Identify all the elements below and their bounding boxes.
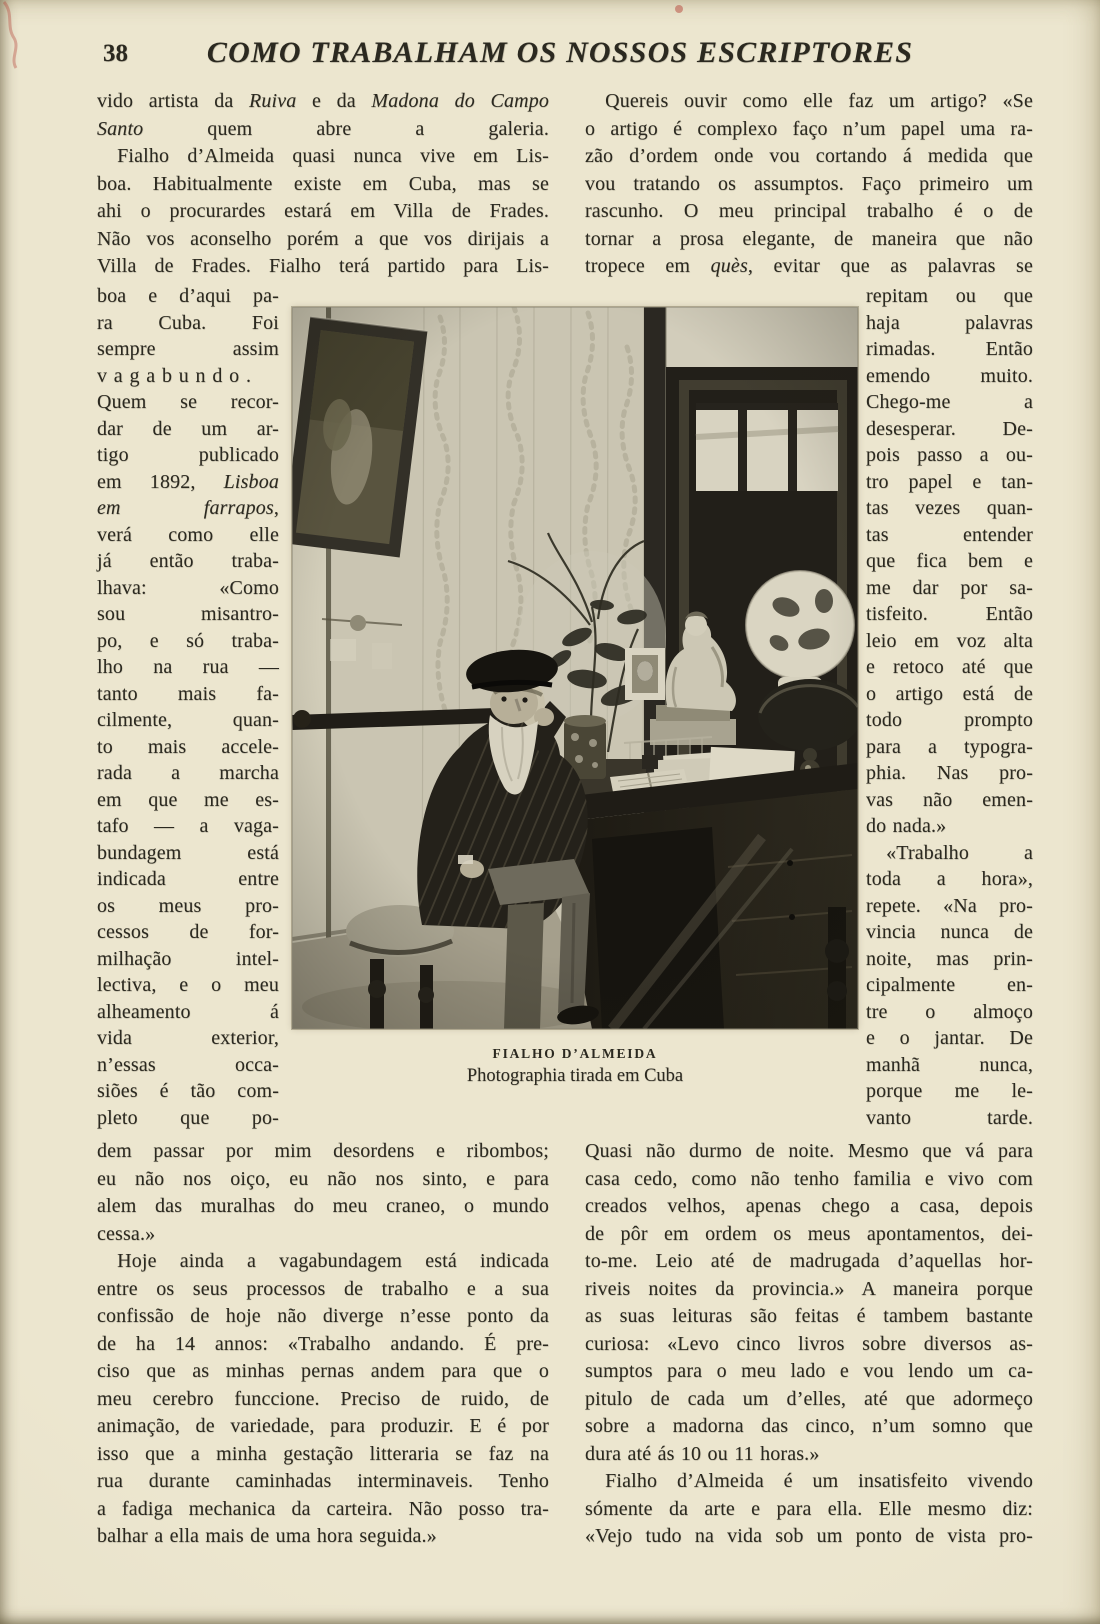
photo-caption-name: FIALHO D’ALMEIDA	[492, 1046, 658, 1061]
left-column-lower-text: dem passar por mim desordens e ribombos; eu não nos oiço, eu não nos sinto, e para alem das muralhas do meu craneo, o mundo cessa.» Hoje ainda a vagabundagem está indicada entre os seus processos de trabalho e a sua confissão de hoje não diverge n’esse ponto da de ha 14 annos: «Trabalho andando. É pre- ciso que as minhas pernas andem para que o meu cerebro funccione. Preciso de ruido, de animação, de variedade, para produzir. E é por isso que a minha gestação litteraria se faz na rua durante caminhadas interminaveis. Tenho a fadiga mechanica da carteira. Não posso tra- balhar a ella mais de uma hora seguida.»	[97, 1140, 549, 1547]
right-column-upper-text: Quereis ouvir como elle faz um artigo? «Se o artigo é complexo faço n’um papel uma ra- zão d’ordem onde vou cortando á medida que vou tratando os assumptos. Faço primeiro um rascunho. O meu principal trabalho é o de tornar a prosa elegante, de maneira que não tropece em quès, evitar que as palavras se	[585, 90, 1033, 277]
right-column-narrow-text: repitam ou que haja palavras rimadas. Então emendo muito. Chego-me a desesperar. De- pois passo a ou- tro papel e tan- tas vezes quan- tas entender que fica bem e me dar por sa- tisfeito. Então leio em voz alta e retoco até que o artigo está de todo prompto para a typogra- phia. Nas pro- vas não emen- do nada.» «Trabalho a toda a hora», repete. «Na pro- vincia nunca de noite, mas prin- cipalmente en- tre o almoço e o jantar. De manhã nunca, porque me le- vanto tarde.	[866, 285, 1033, 1129]
photo-fialho-d-almeida-at-desk	[292, 307, 858, 1029]
right-column-lower-text: Quasi não durmo de noite. Mesmo que vá para casa cedo, como não tenho familia e vivo com creados velhos, apenas chego a casa, depois de pôr em ordem os meus apontamentos, dei- to-me. Leio até de madrugada d’aquellas hor- riveis noites da provincia.» A maneira porque as suas leituras são feitas é tambem bastante curiosa: «Levo cinco livros sobre diversos as- sumptos para o meu lado e vou lendo um ca- pitulo de cada um d’elles, até que adormeço sobre a madorna das cinco, n’um somno que dura até ás 10 ou 11 horas.» Fialho d’Almeida é um insatisfeito vivendo sómente da arte e para ella. Elle mesmo diz: «Vejo tudo na vida sob um ponto de vista pro-	[585, 1140, 1033, 1547]
red-ink-spot	[675, 5, 683, 13]
photo-caption-subtitle: Photographia tirada em Cuba	[466, 1066, 684, 1086]
red-pencil-mark	[0, 0, 40, 70]
page-number: 38	[103, 40, 128, 67]
left-column-upper-text: vido artista da Ruiva e da Madona do Campo Santo quem abre a galeria. Fialho d’Almeida quasi nunca vive em Lis- boa. Habitualmente existe em Cuba, mas se ahi o procurardes estará em Villa de Frades. Não vos aconselho porém a que vos dirijais a Villa de Frades. Fialho terá partido para Lis-	[97, 90, 549, 277]
left-column-narrow-text: boa e d’aqui pa- ra Cuba. Foi sempre assim vagabundo. Quem se recor- dar de um ar- tigo publicado em 1892, Lisboa em farrapos, verá como elle já então traba- lhava: «Como sou misantro- po, e só traba- lho na rua — tanto mais fa- cilmente, quan- to mais accele- rada a marcha em que me es- tafo — a vaga- bundagem está indicada entre os meus pro- cessos de for- milhação intel- lectiva, e o meu alheamento á vida exterior, n’essas occa- siões é tão com- pleto que po-	[97, 285, 279, 1129]
page-title: COMO TRABALHAM OS NOSSOS ESCRIPTORES	[206, 36, 914, 69]
